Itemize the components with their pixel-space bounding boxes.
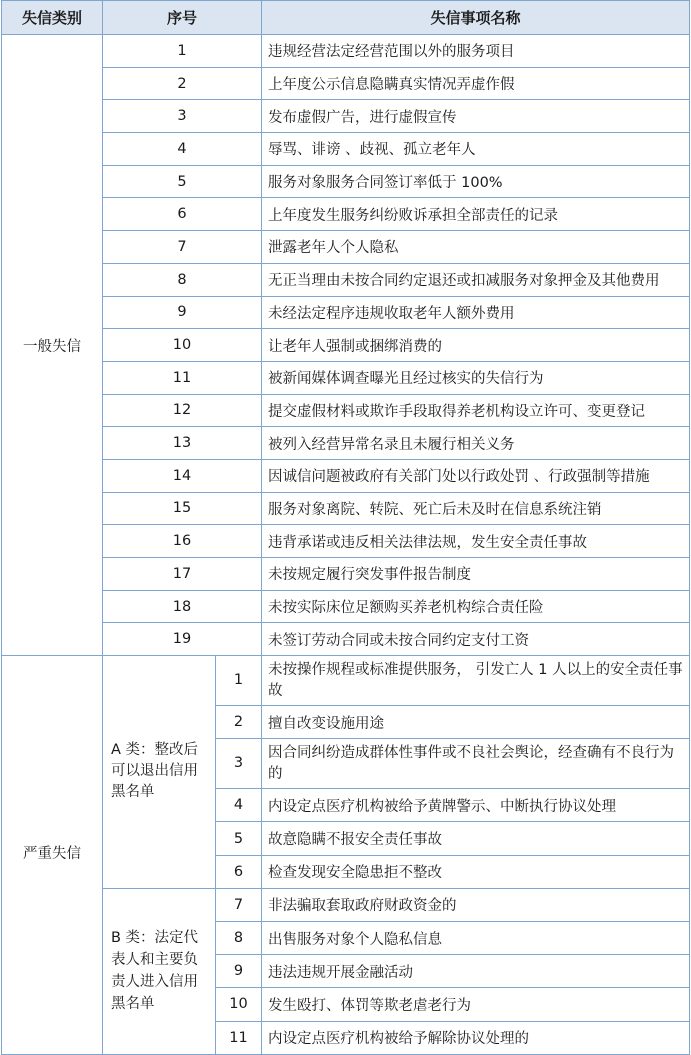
table-row xyxy=(2,888,690,921)
table-body xyxy=(2,1,690,1055)
item-name: 未经法定程序违规收取老年人额外费用 xyxy=(262,296,690,329)
item-name: 服务对象离院、转院、死亡后未及时在信息系统注销 xyxy=(262,492,690,525)
item-number: 17 xyxy=(103,558,262,591)
item-number: 6 xyxy=(216,855,262,888)
item-name: 发布虚假广告，进行虚假宣传 xyxy=(262,100,690,133)
item-name: 出售服务对象个人隐私信息 xyxy=(262,922,690,955)
item-name: 上年度公示信息隐瞒真实情况弄虚作假 xyxy=(262,67,690,100)
item-name: 无正当理由未按合同约定退还或扣减服务对象押金及其他费用 xyxy=(262,263,690,296)
table-row xyxy=(2,263,690,296)
item-number: 19 xyxy=(103,623,262,656)
item-name: 未按规定履行突发事件报告制度 xyxy=(262,558,690,591)
item-name: 内设定点医疗机构被给予黄牌警示、中断执行协议处理 xyxy=(262,789,690,822)
subcategory-b: B 类：法定代表人和主要负责人进入信用黑名单 xyxy=(103,888,216,1054)
table-row xyxy=(2,590,690,623)
item-name: 辱骂、诽谤 、歧视、孤立老年人 xyxy=(262,133,690,166)
table-row xyxy=(2,427,690,460)
item-number: 13 xyxy=(103,427,262,460)
item-name: 故意隐瞒不报安全责任事故 xyxy=(262,822,690,855)
item-number: 9 xyxy=(103,296,262,329)
item-number: 3 xyxy=(103,100,262,133)
item-number: 8 xyxy=(103,263,262,296)
table-row xyxy=(2,296,690,329)
item-name: 违背承诺或违反相关法律法规，发生安全责任事故 xyxy=(262,525,690,558)
table-row xyxy=(2,492,690,525)
credit-violation-table xyxy=(1,0,690,1055)
item-name: 上年度发生服务纠纷败诉承担全部责任的记录 xyxy=(262,198,690,231)
table-row xyxy=(2,623,690,656)
item-name: 未签订劳动合同或未按合同约定支付工资 xyxy=(262,623,690,656)
header-category: 失信类别 xyxy=(2,1,103,35)
table-row xyxy=(2,100,690,133)
item-number: 10 xyxy=(103,329,262,362)
item-number: 11 xyxy=(216,1021,262,1054)
item-name: 未按实际床位足额购买养老机构综合责任险 xyxy=(262,590,690,623)
table-row xyxy=(2,35,690,68)
item-name: 因诚信问题被政府有关部门处以行政处罚 、行政强制等措施 xyxy=(262,459,690,492)
item-number: 2 xyxy=(103,67,262,100)
item-number: 4 xyxy=(216,789,262,822)
item-name: 违规经营法定经营范围以外的服务项目 xyxy=(262,35,690,68)
item-name: 让老年人强制或捆绑消费的 xyxy=(262,329,690,362)
item-name: 检查发现安全隐患拒不整改 xyxy=(262,855,690,888)
item-name: 发生殴打、体罚等欺老虐老行为 xyxy=(262,988,690,1021)
table-row xyxy=(2,361,690,394)
item-number: 7 xyxy=(216,888,262,921)
table-row xyxy=(2,133,690,166)
table-row xyxy=(2,459,690,492)
category-serious: 严重失信 xyxy=(2,656,103,1055)
item-number: 12 xyxy=(103,394,262,427)
item-name: 泄露老年人个人隐私 xyxy=(262,231,690,264)
item-name: 内设定点医疗机构被给予解除协议处理的 xyxy=(262,1021,690,1054)
item-number: 7 xyxy=(103,231,262,264)
item-name: 提交虚假材料或欺诈手段取得养老机构设立许可、变更登记 xyxy=(262,394,690,427)
table-row xyxy=(2,165,690,198)
item-number: 1 xyxy=(103,35,262,68)
table-row xyxy=(2,67,690,100)
item-number: 5 xyxy=(103,165,262,198)
item-name: 违法违规开展金融活动 xyxy=(262,955,690,988)
item-number: 10 xyxy=(216,988,262,1021)
item-number: 6 xyxy=(103,198,262,231)
item-name: 因合同纠纷造成群体性事件或不良社会舆论，经查确有不良行为的 xyxy=(262,739,690,789)
category-general: 一般失信 xyxy=(2,35,103,656)
item-number: 14 xyxy=(103,459,262,492)
item-name: 被新闻媒体调查曝光且经过核实的失信行为 xyxy=(262,361,690,394)
item-name: 未按操作规程或标准提供服务， 引发亡人 1 人以上的安全责任事故 xyxy=(262,656,690,706)
item-name: 被列入经营异常名录且未履行相关义务 xyxy=(262,427,690,460)
header-number: 序号 xyxy=(103,1,262,35)
item-name: 非法骗取套取政府财政资金的 xyxy=(262,888,690,921)
table-row xyxy=(2,329,690,362)
table-row xyxy=(2,394,690,427)
item-number: 1 xyxy=(216,656,262,706)
table-row xyxy=(2,231,690,264)
item-name: 服务对象服务合同签订率低于 100% xyxy=(262,165,690,198)
item-number: 4 xyxy=(103,133,262,166)
item-number: 5 xyxy=(216,822,262,855)
table-row xyxy=(2,656,690,706)
item-number: 3 xyxy=(216,739,262,789)
item-number: 9 xyxy=(216,955,262,988)
item-number: 11 xyxy=(103,361,262,394)
item-number: 8 xyxy=(216,922,262,955)
item-number: 18 xyxy=(103,590,262,623)
item-name: 擅自改变设施用途 xyxy=(262,706,690,739)
header-row xyxy=(2,1,690,35)
table-row xyxy=(2,525,690,558)
header-name: 失信事项名称 xyxy=(262,1,690,35)
item-number: 2 xyxy=(216,706,262,739)
subcategory-a: A 类：整改后可以退出信用黑名单 xyxy=(103,656,216,889)
table-row xyxy=(2,558,690,591)
item-number: 16 xyxy=(103,525,262,558)
item-number: 15 xyxy=(103,492,262,525)
table-row xyxy=(2,198,690,231)
